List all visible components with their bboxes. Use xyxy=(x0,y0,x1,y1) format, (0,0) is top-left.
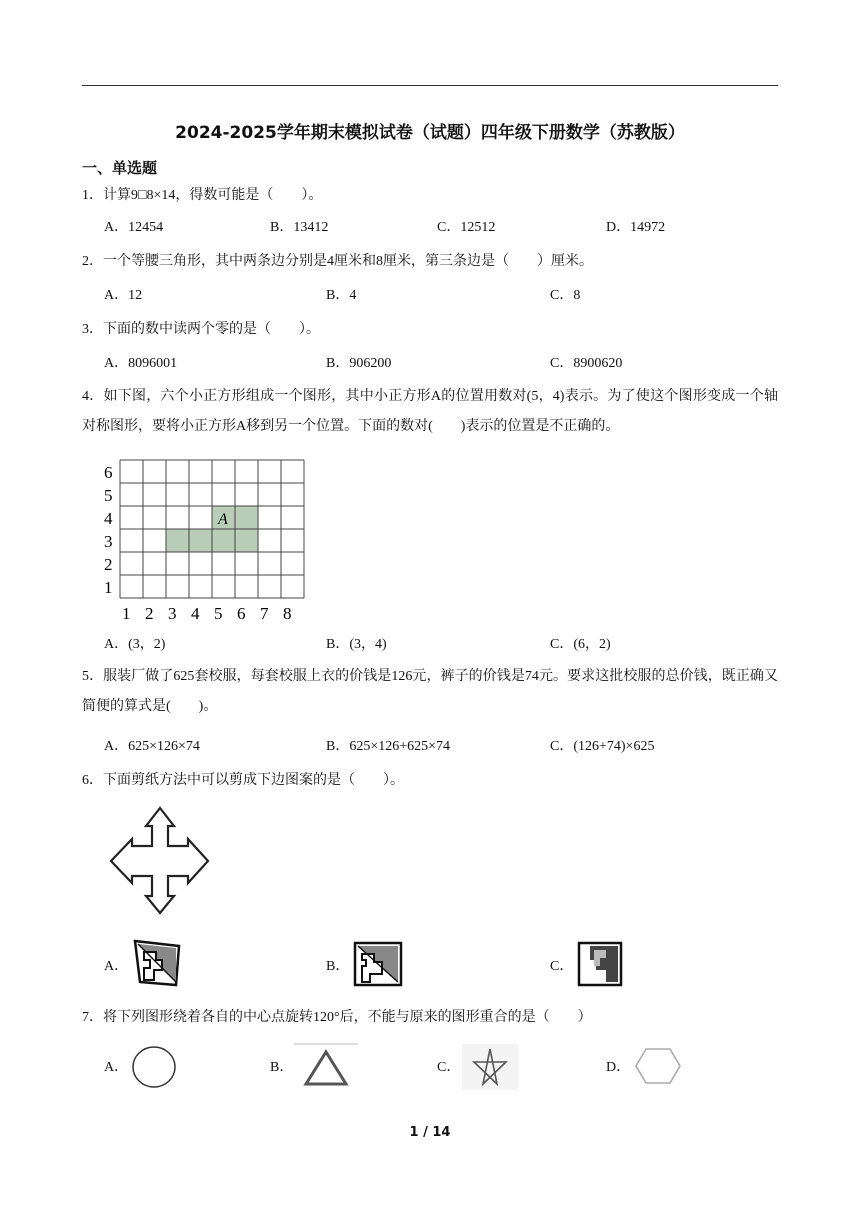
question-text: 下面的数中读两个零的是（ ）。 xyxy=(103,322,320,337)
option-a[interactable]: A．12 xyxy=(104,288,143,303)
option-c[interactable]: C．8 xyxy=(550,288,581,303)
hexagon-shape xyxy=(634,1046,682,1086)
option-b[interactable]: B．13412 xyxy=(270,220,329,235)
y-tick-label: 1 xyxy=(104,578,113,597)
option-d[interactable]: D． xyxy=(606,1060,631,1075)
option-b[interactable]: B．906200 xyxy=(326,356,392,371)
y-tick-label: 5 xyxy=(104,486,113,505)
folded-paper-c-image xyxy=(576,940,624,988)
question-5 xyxy=(82,662,778,722)
question-6 xyxy=(82,771,404,791)
question-1 xyxy=(82,186,322,206)
option-a[interactable]: A．8096001 xyxy=(104,356,178,371)
x-tick-label: 3 xyxy=(168,604,177,623)
option-a[interactable]: A．625×126×74 xyxy=(104,739,200,754)
folded-paper-b-image xyxy=(352,940,404,988)
x-tick-label: 7 xyxy=(260,604,269,623)
square-a-label: A xyxy=(218,511,228,528)
x-tick-label: 4 xyxy=(191,604,200,623)
folded-paper-a-image xyxy=(132,938,182,988)
y-tick-label: 3 xyxy=(104,532,113,551)
option-b[interactable]: B． xyxy=(270,1060,294,1075)
question-text: 将下列图形绕着各自的中心点旋转120°后，不能与原来的图形重合的是（ ） xyxy=(103,1010,592,1025)
four-arrow-shape xyxy=(111,808,208,913)
option-c[interactable]: C． xyxy=(550,959,574,974)
grid-lines xyxy=(120,460,304,598)
option-b[interactable]: B．4 xyxy=(326,288,357,303)
star-shape xyxy=(462,1044,518,1090)
coordinate-grid-figure xyxy=(96,452,312,624)
question-text: 服装厂做了625套校服，每套校服上衣的价钱是126元，裤子的价钱是74元。要求这批校服的总价钱，既正确又简便的算式是( )。 xyxy=(82,669,778,714)
question-number: 1． xyxy=(82,188,103,203)
x-tick-label: 6 xyxy=(237,604,246,623)
option-a[interactable]: A．(3，2) xyxy=(104,637,166,652)
question-4 xyxy=(82,382,778,442)
option-a[interactable]: A． xyxy=(104,959,129,974)
option-a[interactable]: A． xyxy=(104,1060,129,1075)
question-3 xyxy=(82,320,320,340)
y-tick-label: 6 xyxy=(104,463,113,482)
question-text: 计算9□8×14，得数可能是（ ）。 xyxy=(103,188,323,203)
option-c[interactable]: C．12512 xyxy=(437,220,496,235)
option-b[interactable]: B． xyxy=(326,959,350,974)
option-c[interactable]: C．(126+74)×625 xyxy=(550,739,655,754)
x-tick-label: 5 xyxy=(214,604,223,623)
option-b[interactable]: B．625×126+625×74 xyxy=(326,739,451,754)
question-number: 6． xyxy=(82,773,103,788)
option-c[interactable]: C． xyxy=(437,1060,461,1075)
x-tick-label: 2 xyxy=(145,604,154,623)
page-title: 2024-2025学年期末模拟试卷（试题）四年级下册数学（苏教版） xyxy=(175,123,685,143)
y-tick-label: 2 xyxy=(104,555,113,574)
option-c[interactable]: C．(6，2) xyxy=(550,637,611,652)
question-text: 下面剪纸方法中可以剪成下边图案的是（ ）。 xyxy=(103,773,404,788)
option-d[interactable]: D．14972 xyxy=(606,220,666,235)
question-number: 5． xyxy=(82,669,104,684)
question-number: 2． xyxy=(82,254,103,269)
question-text: 如下图，六个小正方形组成一个图形，其中小正方形A的位置用数对(5，4)表示。为了使这个图形变成一个轴对称图形，要将小正方形A移到另一个位置。下面的数对( )表示的位置是不正确的。 xyxy=(82,389,779,434)
page-number: 1 / 14 xyxy=(409,1125,451,1140)
x-tick-label: 1 xyxy=(122,604,131,623)
x-tick-label: 8 xyxy=(283,604,292,623)
question-number: 4． xyxy=(82,389,104,404)
option-c[interactable]: C．8900620 xyxy=(550,356,623,371)
triangle-shape xyxy=(294,1042,358,1090)
circle-shape xyxy=(130,1044,178,1090)
question-text: 一个等腰三角形，其中两条边分别是4厘米和8厘米，第三条边是（ ）厘米。 xyxy=(103,254,593,269)
question-7 xyxy=(82,1008,592,1028)
option-b[interactable]: B．(3，4) xyxy=(326,637,387,652)
option-a[interactable]: A．12454 xyxy=(104,220,164,235)
question-2 xyxy=(82,252,593,272)
y-tick-label: 4 xyxy=(104,509,113,528)
section-heading: 一、单选题 xyxy=(82,159,158,177)
header-rule xyxy=(82,85,778,86)
question-number: 3． xyxy=(82,322,103,337)
four-arrow-pattern-figure xyxy=(108,806,212,916)
question-number: 7． xyxy=(82,1010,103,1025)
